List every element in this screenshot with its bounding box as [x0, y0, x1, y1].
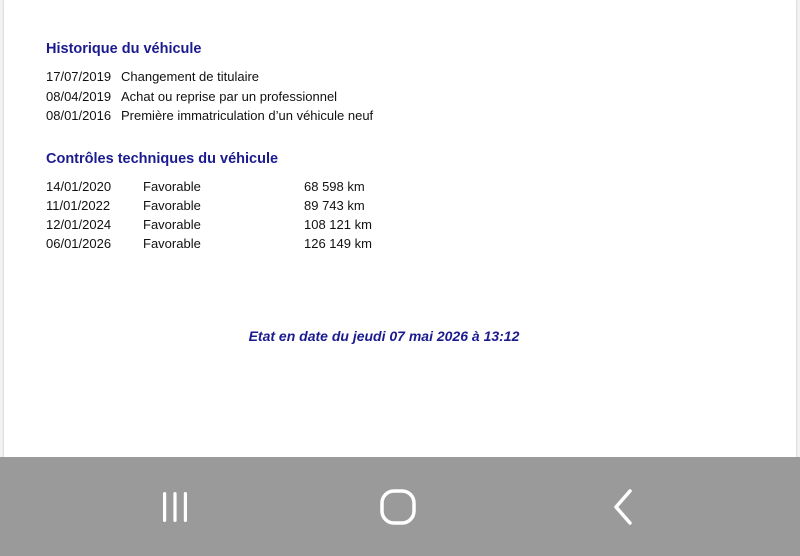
- history-date: 17/07/2019: [46, 69, 112, 84]
- back-button[interactable]: [601, 487, 645, 527]
- history-title: Historique du véhicule: [46, 41, 202, 57]
- inspection-result: Favorable: [143, 198, 201, 213]
- system-navigation-bar: [0, 457, 800, 556]
- inspection-row: [46, 234, 424, 253]
- inspections-list: [46, 177, 424, 253]
- history-date: 08/01/2016: [46, 108, 112, 123]
- recent-apps-icon: [157, 489, 193, 525]
- inspection-row: [46, 215, 424, 234]
- history-row: [46, 106, 373, 126]
- history-date: 08/04/2019: [46, 88, 112, 104]
- history-row: [46, 87, 373, 107]
- inspection-row: [46, 196, 424, 215]
- home-icon: [378, 487, 418, 527]
- inspection-mileage: 68 598 km: [304, 179, 365, 194]
- back-icon: [605, 487, 641, 527]
- home-button[interactable]: [376, 487, 420, 527]
- history-event: Changement de titulaire: [121, 69, 260, 84]
- inspections-title: Contrôles techniques du véhicule: [46, 151, 279, 167]
- inspection-mileage: 89 743 km: [304, 198, 365, 213]
- history-list: [46, 67, 373, 126]
- inspection-date: 06/01/2026: [46, 236, 112, 251]
- inspection-date: 12/01/2024: [46, 217, 112, 232]
- inspection-result: Favorable: [143, 236, 201, 251]
- inspection-mileage: 108 121 km: [304, 217, 372, 232]
- history-event: Achat ou reprise par un professionnel: [121, 88, 338, 104]
- inspection-row: [46, 177, 424, 196]
- status-line: Etat en date du jeudi 07 mai 2026 à 13:12: [248, 328, 520, 344]
- inspection-result: Favorable: [143, 217, 201, 232]
- recent-apps-button[interactable]: [153, 487, 197, 527]
- inspection-date: 14/01/2020: [46, 179, 112, 194]
- history-event: Première immatriculation d’un véhicule neuf: [121, 108, 374, 123]
- history-row: [46, 67, 373, 87]
- inspection-result: Favorable: [143, 179, 201, 194]
- inspection-mileage: 126 149 km: [304, 236, 372, 251]
- inspection-date: 11/01/2022: [46, 198, 111, 213]
